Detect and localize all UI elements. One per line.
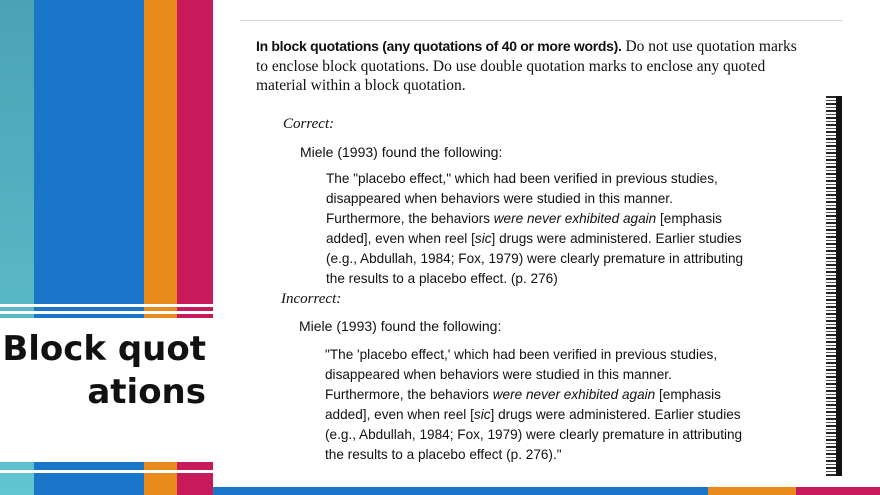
intro-paragraph bbox=[256, 37, 841, 96]
quote-text: [emphasis bbox=[655, 387, 721, 402]
quote-text: Furthermore, the behaviors bbox=[326, 211, 494, 226]
intro-line-2: to enclose block quotations. Do use double quotation marks to enclose any quoted bbox=[256, 57, 766, 75]
scan-edge-border bbox=[836, 96, 842, 476]
quote-text: The "placebo effect," which had been verified in previous studies, bbox=[326, 171, 718, 186]
quote-line bbox=[326, 189, 796, 209]
bottom-bar-orange bbox=[708, 487, 796, 495]
quote-text: (e.g., Abdullah, 1984; Fox, 1979) were clearly premature in attributing bbox=[325, 427, 743, 442]
quote-line bbox=[325, 445, 795, 465]
incorrect-lead-sentence: Miele (1993) found the following: bbox=[299, 318, 502, 334]
intro-line-3: material within a block quotation. bbox=[256, 77, 466, 94]
quote-line bbox=[326, 169, 796, 189]
intro-bold-lead: In block quotations (any quotations of 40 or more words). bbox=[256, 38, 622, 54]
scan-top-rule bbox=[240, 20, 842, 21]
quote-text: ] drugs were administered. Earlier studies bbox=[491, 231, 742, 246]
incorrect-label: Incorrect: bbox=[281, 291, 342, 307]
intro-rest: Do not use quotation marks bbox=[621, 38, 797, 55]
quote-emphasis: sic bbox=[473, 407, 491, 422]
quote-line bbox=[325, 385, 795, 405]
bottom-bar-blue bbox=[213, 487, 708, 495]
quote-line bbox=[325, 425, 795, 445]
quote-emphasis: sic bbox=[474, 231, 492, 246]
quote-line bbox=[326, 249, 796, 269]
quote-text: "The 'placebo effect,' which had been verified in previous studies, bbox=[325, 347, 718, 362]
quote-text: added], even when reel [ bbox=[325, 407, 474, 422]
quote-text: added], even when reel [ bbox=[326, 231, 475, 246]
quote-line bbox=[326, 209, 796, 229]
quote-text: the results to a placebo effect (p. 276)." bbox=[325, 447, 562, 462]
incorrect-block-quote bbox=[325, 345, 795, 465]
quote-text: (e.g., Abdullah, 1984; Fox, 1979) were clearly premature in attributing bbox=[326, 251, 744, 266]
quote-text: ] drugs were administered. Earlier studies bbox=[490, 407, 741, 422]
bottom-bar-magenta bbox=[796, 487, 880, 495]
quote-emphasis: were never exhibited again bbox=[493, 211, 657, 226]
quote-emphasis: were never exhibited again bbox=[492, 387, 656, 402]
quote-text: the results to a placebo effect. (p. 276) bbox=[326, 271, 558, 286]
quote-line bbox=[325, 405, 795, 425]
quote-text: [emphasis bbox=[656, 211, 722, 226]
quote-text: Furthermore, the behaviors bbox=[325, 387, 493, 402]
quote-line bbox=[326, 269, 796, 289]
correct-lead-sentence: Miele (1993) found the following: bbox=[300, 144, 503, 160]
quote-line bbox=[326, 229, 796, 249]
quote-line bbox=[325, 365, 795, 385]
quote-text: disappeared when behaviors were studied in this manner. bbox=[325, 367, 672, 382]
title-band-divider bbox=[0, 311, 213, 314]
quote-line bbox=[325, 345, 795, 365]
title-band-top-line bbox=[0, 304, 213, 307]
title-band-bottom-line bbox=[0, 470, 213, 473]
quote-text: disappeared when behaviors were studied in this manner. bbox=[326, 191, 673, 206]
slide-title: Block quotations bbox=[2, 329, 206, 412]
correct-label: Correct: bbox=[283, 116, 335, 132]
correct-block-quote bbox=[326, 169, 796, 289]
